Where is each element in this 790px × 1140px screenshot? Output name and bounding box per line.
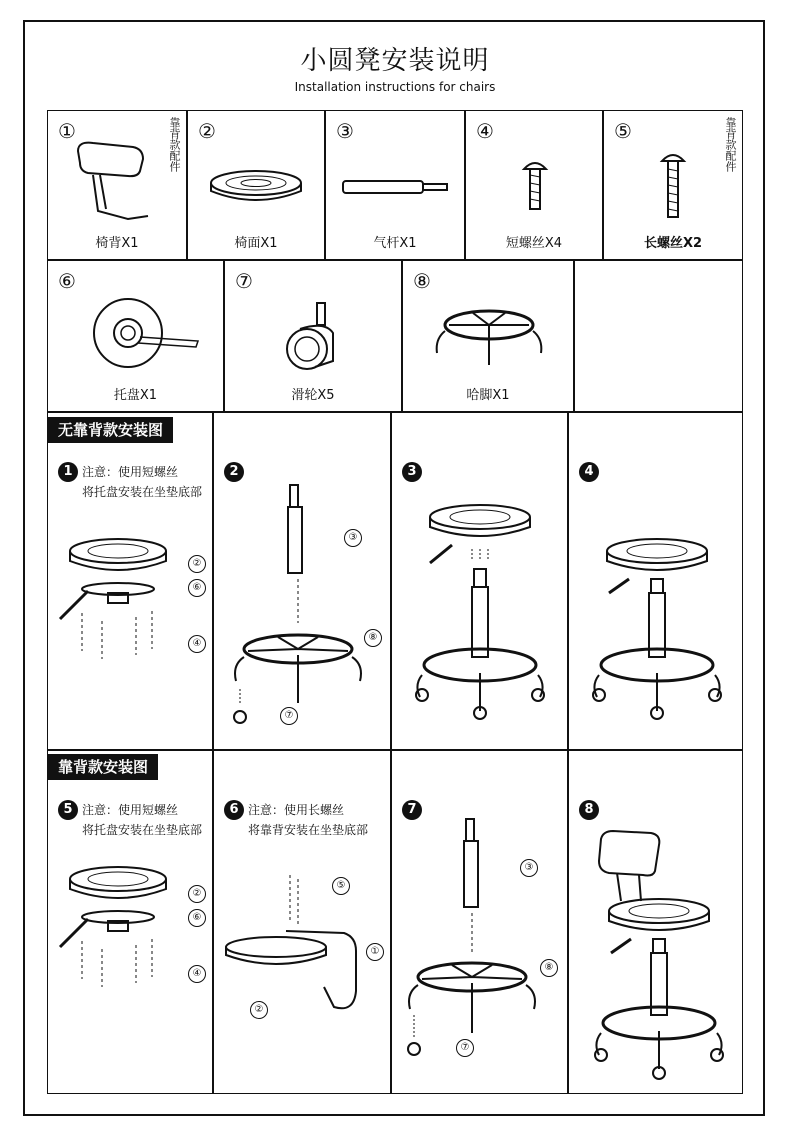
- part-card-footring-base: [402, 260, 574, 412]
- step-panel-7: [391, 750, 568, 1094]
- part-card-caster: [224, 260, 402, 412]
- part-number: ⑦: [235, 269, 253, 293]
- part-label: 椅面X1: [234, 236, 278, 251]
- callout-base: ⑧: [540, 959, 558, 977]
- step-number-badge: 3: [402, 462, 422, 482]
- callout-seat: ②: [188, 885, 206, 903]
- step-number-badge: 8: [579, 800, 599, 820]
- step-number-badge: 6: [224, 800, 244, 820]
- part-number: ③: [336, 119, 354, 143]
- callout-gas-lift: ③: [520, 859, 538, 877]
- part-card-gas-lift: [325, 110, 465, 260]
- step-note-detail: 将托盘安装在坐垫底部: [82, 823, 203, 837]
- part-number: ⑧: [413, 269, 431, 293]
- part-number: ⑤: [614, 119, 632, 143]
- step-note: 注意：使用短螺丝: [82, 803, 179, 817]
- callout-caster: ⑦: [456, 1039, 474, 1057]
- part-number: ①: [58, 119, 76, 143]
- step-2-illustration: [214, 413, 392, 751]
- callout-seat: ②: [250, 1001, 268, 1019]
- step-panel-2: [213, 412, 391, 750]
- section-banner-with-back: 靠背款安装图: [48, 754, 158, 780]
- part-number: ④: [476, 119, 494, 143]
- part-card-tray: [47, 260, 224, 412]
- part-card-backrest: [47, 110, 187, 260]
- part-label: 椅背X1: [95, 236, 139, 251]
- part-label: 哈脚X1: [466, 388, 510, 403]
- step-panel-4: [568, 412, 743, 750]
- part-card-short-screw: [465, 110, 603, 260]
- part-number: ⑥: [58, 269, 76, 293]
- callout-short-screw: ④: [188, 635, 206, 653]
- step-number-badge: 1: [58, 462, 78, 482]
- step-number-badge: 4: [579, 462, 599, 482]
- step-7-illustration: [392, 751, 569, 1095]
- step-panel-5: [47, 750, 213, 1094]
- step-note-detail: 将托盘安装在坐垫底部: [82, 485, 203, 499]
- callout-short-screw: ④: [188, 965, 206, 983]
- part-label: 托盘X1: [113, 388, 158, 403]
- step-panel-1: [47, 412, 213, 750]
- part-card-empty: [574, 260, 743, 412]
- step-panel-8: [568, 750, 743, 1094]
- step-note-detail: 将靠背安装在坐垫底部: [248, 823, 369, 837]
- section-banner-no-back: 无靠背款安装图: [48, 417, 173, 443]
- callout-caster: ⑦: [280, 707, 298, 725]
- part-side-note: 靠背款配件: [168, 117, 181, 172]
- callout-base: ⑧: [364, 629, 382, 647]
- callout-tray: ⑥: [188, 579, 206, 597]
- step-panel-3: [391, 412, 568, 750]
- part-label: 滑轮X5: [291, 388, 335, 403]
- part-label: 长螺丝X2: [643, 236, 703, 251]
- step-4-illustration: [569, 413, 744, 751]
- step-number-badge: 2: [224, 462, 244, 482]
- callout-gas-lift: ③: [344, 529, 362, 547]
- part-card-long-screw: [603, 110, 743, 260]
- page-title: 小圆凳安装说明: [300, 46, 490, 76]
- page-subtitle: Installation instructions for chairs: [294, 80, 496, 94]
- step-note: 注意：使用短螺丝: [82, 465, 179, 479]
- step-number-badge: 5: [58, 800, 78, 820]
- part-number: ②: [198, 119, 216, 143]
- callout-long-screw: ⑤: [332, 877, 350, 895]
- part-card-seat: [187, 110, 325, 260]
- step-number-badge: 7: [402, 800, 422, 820]
- step-3-illustration: [392, 413, 569, 751]
- callout-seat: ②: [188, 555, 206, 573]
- step-note: 注意：使用长螺丝: [248, 803, 345, 817]
- callout-tray: ⑥: [188, 909, 206, 927]
- part-label: 气杆X1: [373, 236, 417, 251]
- step-6-illustration: [214, 751, 392, 1095]
- step-8-illustration: [569, 751, 744, 1095]
- callout-backrest: ①: [366, 943, 384, 961]
- step-panel-6: [213, 750, 391, 1094]
- part-side-note: 靠背款配件: [724, 117, 737, 172]
- part-label: 短螺丝X4: [505, 236, 563, 251]
